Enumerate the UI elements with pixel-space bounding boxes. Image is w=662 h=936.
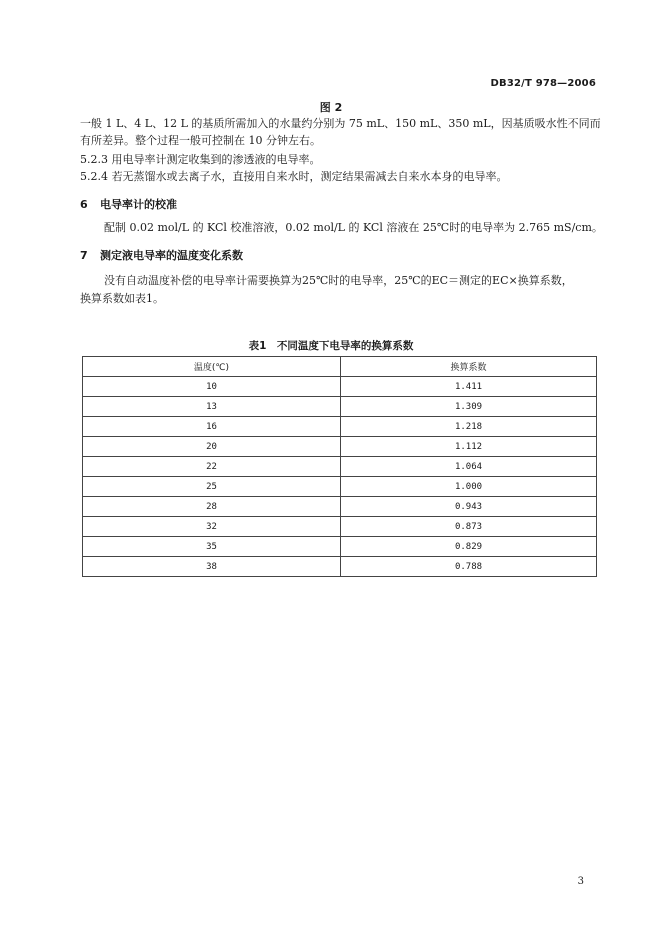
temperature-cell: 28 [83,497,341,517]
figure-label: 图 2 [319,101,343,114]
section-6-title: 电导率计的校准 [100,198,177,211]
paragraph-water-volume-line1: 一般 1 L、4 L、12 L 的基质所需加入的水量约分别为 75 mL、150 mL、350 mL，因基质吸水性不同而 [80,117,601,130]
coefficient-cell: 1.000 [341,477,597,497]
table-row [83,377,597,397]
temperature-cell: 20 [83,437,341,457]
coefficient-cell: 1.112 [341,437,597,457]
table-row [83,517,597,537]
coefficient-cell: 0.873 [341,517,597,537]
clause-5-2-4: 5.2.4 若无蒸馏水或去离子水，直接用自来水时，测定结果需减去自来水本身的电导率。 [80,170,508,183]
section-6-heading [80,196,177,212]
paragraph-water-volume-line2: 有所差异。整个过程一般可控制在 10 分钟左右。 [80,134,321,147]
coefficient-cell: 0.829 [341,537,597,557]
section-7-title: 测定液电导率的温度变化系数 [100,249,243,262]
coefficient-cell: 1.064 [341,457,597,477]
coefficient-cell: 1.309 [341,397,597,417]
coefficient-cell: 0.788 [341,557,597,577]
coefficient-cell: 1.218 [341,417,597,437]
temperature-cell: 32 [83,517,341,537]
section-7-text-line2: 换算系数如表1。 [80,292,164,305]
section-6-number: 6 [80,198,88,211]
header-temperature: 温度(℃) [83,357,341,377]
clause-5-2-3: 5.2.3 用电导率计测定收集到的渗透液的电导率。 [80,153,321,166]
temperature-cell: 16 [83,417,341,437]
table-row [83,497,597,517]
temperature-cell: 13 [83,397,341,417]
document-number: DB32/T 978—2006 [490,78,596,89]
coefficient-cell: 0.943 [341,497,597,517]
table-row [83,437,597,457]
section-7-heading [80,247,243,263]
table-header-row [83,357,597,377]
temperature-cell: 22 [83,457,341,477]
section-6-text: 配制 0.02 mol/L 的 KCl 校准溶液，0.02 mol/L 的 KCl 溶液在 25℃时的电导率为 2.765 mS/cm。 [104,221,603,234]
header-coefficient: 换算系数 [341,357,597,377]
table-row [83,557,597,577]
table-row [83,417,597,437]
table-caption: 表1 不同温度下电导率的换算系数 [248,340,414,352]
table-row [83,397,597,417]
temperature-cell: 25 [83,477,341,497]
coefficient-cell: 1.411 [341,377,597,397]
table-row [83,537,597,557]
table-row [83,477,597,497]
conversion-table [82,356,597,577]
temperature-cell: 10 [83,377,341,397]
section-7-text-line1: 没有自动温度补偿的电导率计需要换算为25℃时的电导率，25℃的EC＝测定的EC×换算系数， [104,274,573,287]
temperature-cell: 35 [83,537,341,557]
page-number: 3 [577,876,584,887]
section-7-number: 7 [80,249,88,262]
temperature-cell: 38 [83,557,341,577]
table-row [83,457,597,477]
